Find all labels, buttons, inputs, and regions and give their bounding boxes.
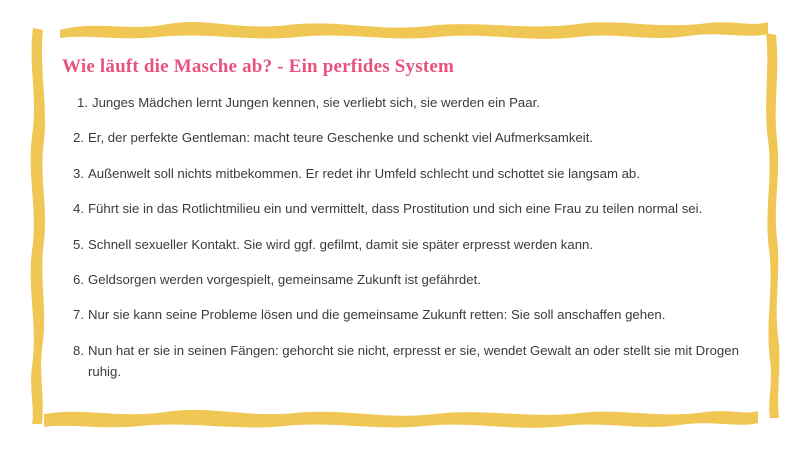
list-item: Er, der perfekte Gentleman: macht teure Geschenke und schenkt viel Aufmerksamkeit. — [88, 130, 594, 146]
list-item: Nur sie kann seine Probleme lösen und die gemeinsame Zukunft retten: Sie soll anschaffen gehen. — [88, 307, 666, 323]
list-item: Geldsorgen werden vorgespielt, gemeinsame Zukunft ist gefährdet. — [88, 271, 481, 287]
brush-stroke-top-decoration — [58, 14, 770, 40]
list-item: Nun hat er sie in seinen Fängen: gehorcht sie nicht, erpresst er sie, wendet Gewalt an oder stellt sie mit Drogen ruhig. — [88, 342, 739, 379]
brush-stroke-left-decoration — [24, 26, 48, 426]
list-item: Schnell sexueller Kontakt. Sie wird ggf. gefilmt, damit sie später erpresst werden kann. — [88, 236, 594, 252]
brush-stroke-right-decoration — [760, 30, 784, 420]
list-item: Außenwelt soll nichts mitbekommen. Er redet ihr Umfeld schlecht und schottet sie langsam ab. — [88, 165, 640, 181]
list-item: Junges Mädchen lernt Jungen kennen, sie verliebt sich, sie werden ein Paar. — [92, 95, 540, 110]
brush-stroke-bottom-decoration — [40, 404, 760, 430]
page-title: Wie läuft die Masche ab? - Ein perfides System — [62, 56, 455, 77]
list-item: Führt sie in das Rotlichtmilieu ein und vermittelt, dass Prostitution und sich eine Frau zu teilen normal sei. — [88, 201, 703, 217]
steps-list — [62, 92, 752, 382]
slide-content — [62, 56, 752, 396]
